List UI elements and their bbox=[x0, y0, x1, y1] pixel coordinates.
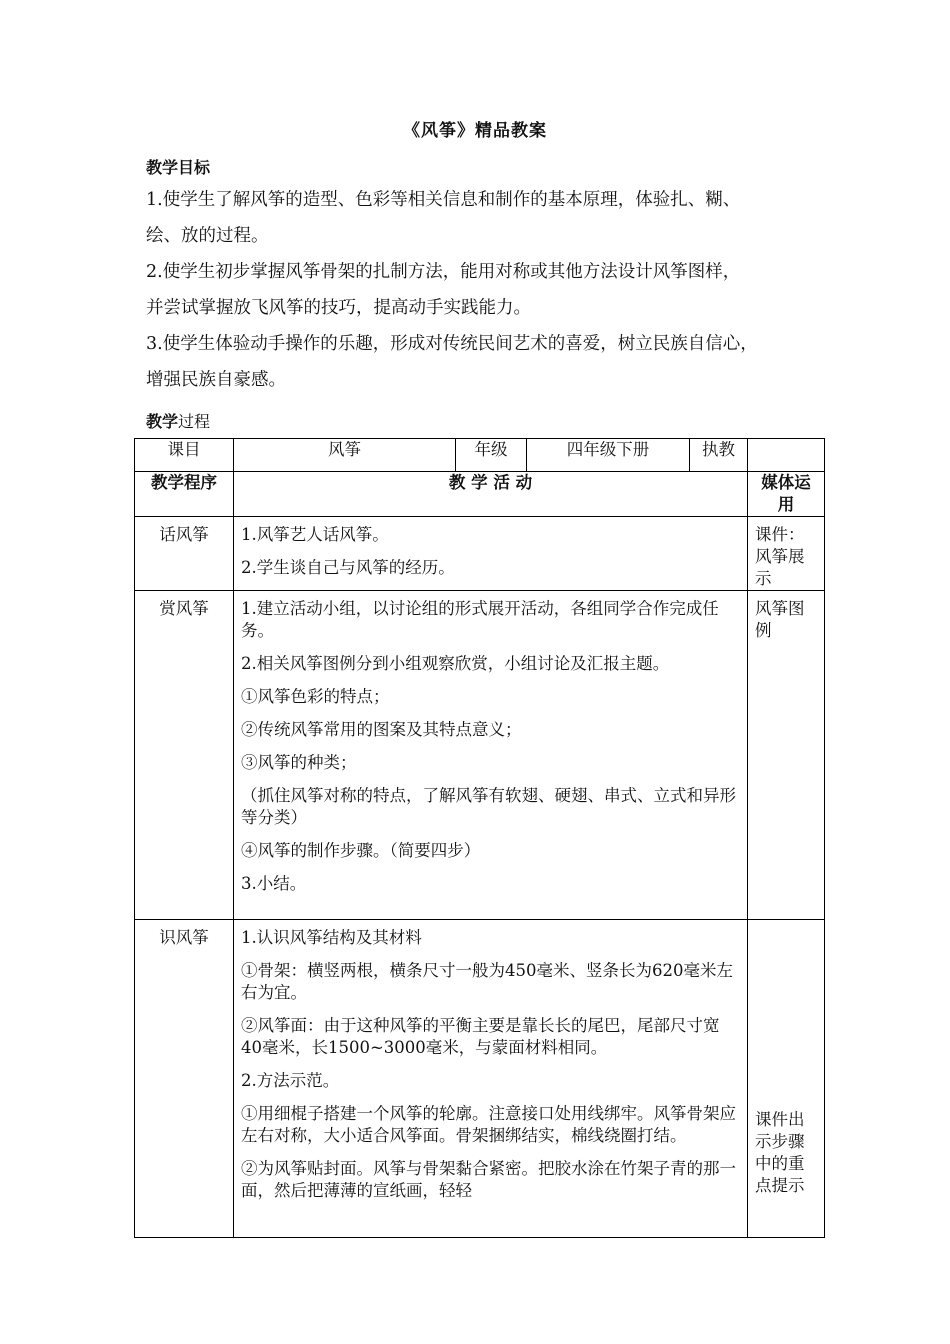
activity-item: 1.风筝艺人话风筝。 bbox=[241, 525, 389, 544]
process-heading-bold: 教学 bbox=[146, 412, 179, 431]
media-cell: 课件出示步骤中的重点提示 bbox=[748, 920, 825, 1238]
goal-3-line-1: 3.使学生体验动手操作的乐趣，形成对传统民间艺术的喜爱，树立民族自信心， bbox=[146, 334, 758, 354]
lesson-plan-table bbox=[134, 438, 825, 1238]
teacher-label: 执教 bbox=[690, 439, 748, 472]
page-title: 《风筝》精品教案 bbox=[403, 121, 547, 141]
activity-item: 2.相关风筝图例分到小组观察欣赏，小组讨论及汇报主题。 bbox=[241, 654, 670, 673]
goal-1-line-2: 绘、放的过程。 bbox=[146, 226, 269, 246]
activity-cell bbox=[234, 517, 748, 591]
table-row bbox=[135, 591, 825, 920]
col-procedure: 教学程序 bbox=[135, 472, 234, 517]
grade-label: 年级 bbox=[456, 439, 527, 472]
activity-item: ③风筝的种类； bbox=[241, 753, 357, 772]
grade-value: 四年级下册 bbox=[527, 439, 690, 472]
goal-2-line-2: 并尝试掌握放飞风筝的技巧，提高动手实践能力。 bbox=[146, 298, 531, 318]
activity-cell bbox=[234, 591, 748, 920]
teacher-value bbox=[748, 439, 825, 472]
goal-1 bbox=[146, 182, 836, 254]
subject-label: 课目 bbox=[135, 439, 234, 472]
goal-1-line-1: 1.使学生了解风筝的造型、色彩等相关信息和制作的基本原理，体验扎、糊、 bbox=[146, 190, 741, 210]
activity-item: ④风筝的制作步骤。（简要四步） bbox=[241, 841, 481, 860]
subject-value: 风筝 bbox=[234, 439, 456, 472]
goal-3 bbox=[146, 326, 836, 398]
table-header-row bbox=[135, 439, 825, 472]
media-cell: 风筝图例 bbox=[748, 591, 825, 920]
activity-item: 2.方法示范。 bbox=[241, 1071, 340, 1090]
process-heading-rest: 过程 bbox=[178, 412, 211, 431]
stage-cell: 赏风筝 bbox=[135, 591, 234, 920]
activity-item: ②传统风筝常用的图案及其特点意义； bbox=[241, 720, 522, 739]
col-media: 媒体运用 bbox=[748, 472, 825, 517]
goal-2 bbox=[146, 254, 836, 326]
activity-item: （抓住风筝对称的特点，了解风筝有软翅、硬翅、串式、立式和异形等分类） bbox=[241, 786, 736, 827]
activity-item: ①骨架：横竖两根，横条尺寸一般为450毫米、竖条长为620毫米左右为宜。 bbox=[241, 961, 733, 1002]
process-heading bbox=[146, 409, 210, 432]
stage-cell: 识风筝 bbox=[135, 920, 234, 1238]
media-cell: 课件：风筝展示 bbox=[748, 517, 825, 591]
activity-item: ②风筝面：由于这种风筝的平衡主要是靠长长的尾巴，尾部尺寸宽40毫米，长1500~3000毫米，与蒙面材料相同。 bbox=[241, 1016, 720, 1057]
column-header-row bbox=[135, 472, 825, 517]
goal-3-line-2: 增强民族自豪感。 bbox=[146, 370, 286, 390]
activity-item: ①用细棍子搭建一个风筝的轮廓。注意接口处用线绑牢。风筝骨架应左右对称，大小适合风筝面。骨架捆绑结实，棉线绕圈打结。 bbox=[241, 1104, 736, 1145]
goals-heading: 教学目标 bbox=[146, 158, 211, 177]
activity-item: 2.学生谈自己与风筝的经历。 bbox=[241, 558, 455, 577]
activity-item: 3.小结。 bbox=[241, 874, 307, 893]
activity-item: ②为风筝贴封面。风筝与骨架黏合紧密。把胶水涂在竹架子青的那一面，然后把薄薄的宣纸画，轻轻 bbox=[241, 1159, 736, 1200]
activity-item: 1.认识风筝结构及其材料 bbox=[241, 928, 422, 947]
col-activity: 教 学 活 动 bbox=[234, 472, 748, 517]
table-row bbox=[135, 517, 825, 591]
activity-item: 1.建立活动小组，以讨论组的形式展开活动，各组同学合作完成任务。 bbox=[241, 599, 719, 640]
table-row bbox=[135, 920, 825, 1238]
stage-cell: 话风筝 bbox=[135, 517, 234, 591]
activity-item: ①风筝色彩的特点； bbox=[241, 687, 390, 706]
activity-cell bbox=[234, 920, 748, 1238]
goal-2-line-1: 2.使学生初步掌握风筝骨架的扎制方法，能用对称或其他方法设计风筝图样， bbox=[146, 262, 741, 282]
